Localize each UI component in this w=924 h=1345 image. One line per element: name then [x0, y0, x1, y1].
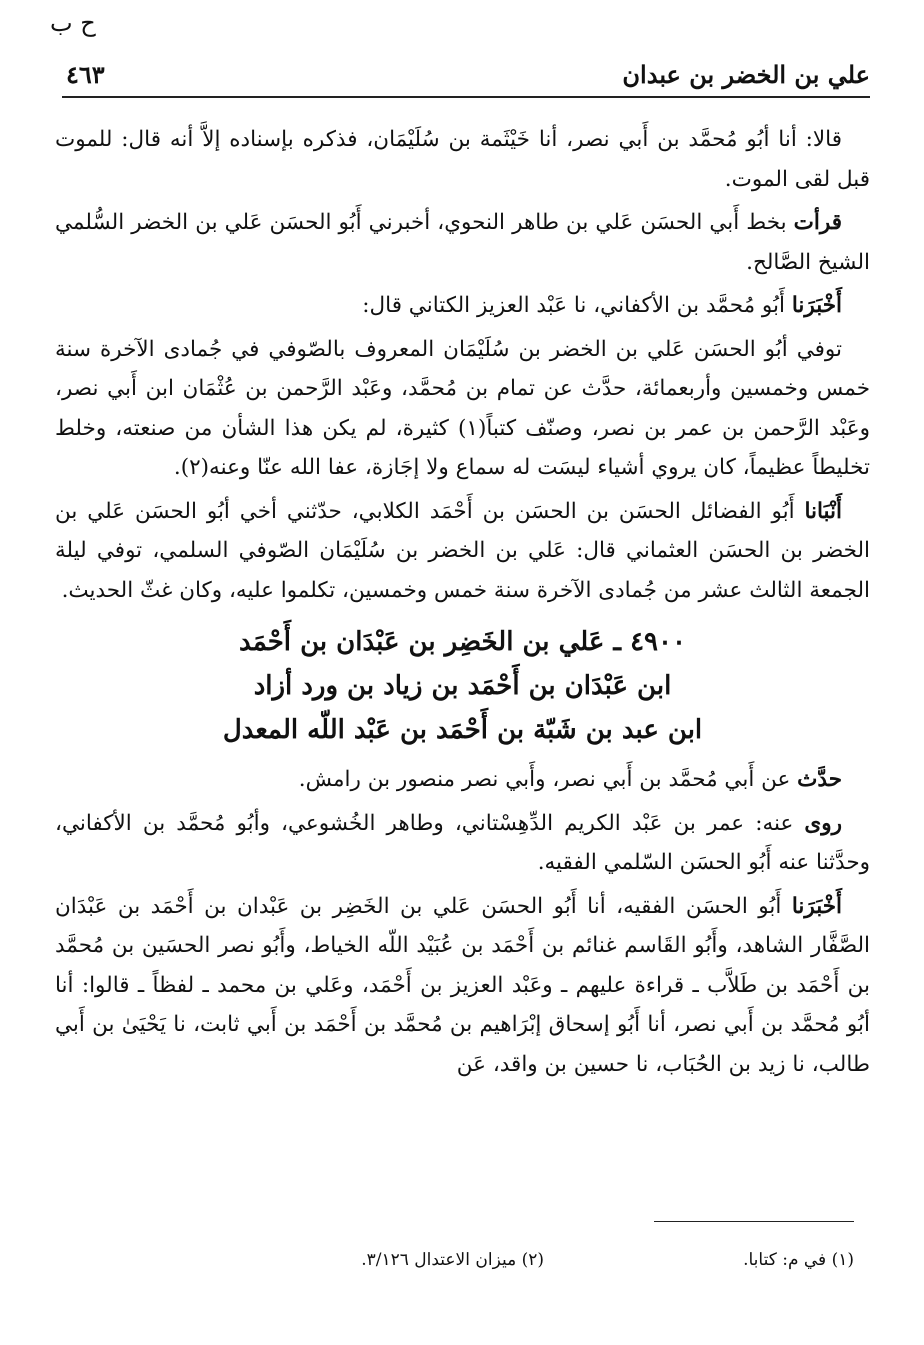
paragraph-keyword: روى: [804, 810, 842, 836]
paragraph-8: [55, 887, 870, 1085]
paragraph-keyword: قرأت: [793, 210, 842, 235]
paragraph-text: أَبُو الفضائل الحسَن بن الحسَن بن أَحْمَد الكلابي، حدّثني أخي أبُو الحسَن عَلي بن الخضر بن الحسَن العثماني قال: عَلي بن الخضر بن سُلَيْمَان الصّوفي السلمي، توفي ليلة الجمعة الثالث عشر من جُمادى الآخرة سنة خمس وخمسين، تكلموا عليه، وكان غثّ الحديث.: [55, 498, 870, 603]
paragraph-4: [55, 330, 870, 488]
paragraph-3: [55, 286, 870, 326]
entry-heading: [55, 620, 870, 752]
paragraph-2: [55, 203, 870, 282]
paragraph-6: [55, 760, 870, 800]
paragraph-text: أَبُو مُحمَّد بن الأكفاني، نا عَبْد العزيز الكتاني قال:: [362, 293, 792, 318]
paragraph-text: توفي أبُو الحسَن عَلي بن الخضر بن سُلَيْمَان المعروف بالصّوفي في جُمادى الآخرة سنة خمس وخمسين وأربعمائة، حدَّث عن تمام بن مُحمَّد، وعَبْد الرَّحمن بن عُثْمَان ابن أَبي نصر، وعَبْد الرَّحمن بن عمر بن نصر، وصنّف كتباً(١) كثيرة، لم يكن هذا الشأن من صنعته، وخلط تخليطاً عظيماً، كان يروي أشياء ليسَت له سماع ولا إجَازة، عفا الله عنّا وعنه(٢).: [55, 336, 870, 480]
paragraph-text: بخط أَبي الحسَن عَلي بن طاهر النحوي، أخبرني أَبُو الحسَن عَلي بن الخضر السُّلمي الشيخ الصَّالح.: [55, 210, 870, 275]
running-header: [62, 54, 870, 98]
page-number: ٤٦٣: [66, 60, 105, 89]
paragraph-text: قالا: أنا أبُو مُحمَّد بن أَبي نصر، أنا خَيْثَمة بن سُلَيْمَان، فذكره بإسناده إلاَّ أنه قال: للموت قبل لقى الموت.: [55, 127, 870, 192]
footnote-2: (٢) ميزان الاعتدال ٣/١٢٦.: [361, 1250, 544, 1270]
footnote-divider: [654, 1221, 854, 1222]
entry-heading-line-1: ٤٩٠٠ ـ عَلي بن الخَضِر بن عَبْدَان بن أَحْمَد: [239, 627, 686, 657]
paragraph-keyword: حدَّث: [797, 767, 842, 792]
paragraph-keyword: أَخْبَرَنا: [791, 293, 842, 318]
running-title: علي بن الخضر بن عبدان: [622, 60, 870, 89]
paragraph-text: عنه: عمر بن عَبْد الكريم الدِّهِسْتاني، وطاهر الخُشوعي، وأبُو مُحمَّد بن الأكفاني، وحدَّثنا عنه أَبُو الحسَن السّلمي الفقيه.: [55, 810, 870, 875]
entry-heading-line-2: ابن عَبْدَان بن أَحْمَد بن زياد بن ورد أزاد: [253, 671, 672, 701]
paragraph-keyword: أَخْبَرَنا: [791, 893, 842, 919]
footnotes: [250, 1246, 854, 1276]
paragraph-keyword: أَنْبَانا: [804, 498, 842, 524]
entry-heading-line-3: ابن عبد بن شَبّة بن أَحْمَد بن عَبْد اللّه المعدل: [222, 715, 703, 745]
margin-mark: ح ب: [50, 9, 96, 37]
main-text: [55, 120, 870, 1088]
paragraph-5: [55, 492, 870, 611]
footnote-1: (١) في م: كتابا.: [743, 1250, 854, 1270]
paragraph-7: [55, 804, 870, 883]
paragraph-text: عن أَبي مُحمَّد بن أَبي نصر، وأَبي نصر منصور بن رامش.: [298, 767, 798, 792]
paragraph-1: [55, 120, 870, 199]
paragraph-text: أَبُو الحسَن الفقيه، أنا أَبُو الحسَن عَلي بن الخَضِر بن عَبْدان بن أَحْمَد بن عَبْدَان الصَّفَّار الشاهد، وأَبُو القَاسم غنائم بن أَحْمَد بن عُبَيْد اللّه الخياط، وأَبُو نصر الحسَين بن مُحمَّد بن أَحْمَد بن طَلاَّب ـ قراءة عليهم ـ وعَبْد العزيز بن أَحْمَد، وعَلي بن محمد ـ لفظاً ـ قالوا: أنا أبُو مُحمَّد بن أَبي نصر، أنا أَبُو إسحاق إبْرَاهيم بن مُحمَّد بن أَحْمَد بن أَبي ثابت، نا يَحْيَىٰ بن أَبي طالب، نا زيد بن الحُبَاب، نا حسين بن واقد، عَن: [55, 893, 870, 1077]
